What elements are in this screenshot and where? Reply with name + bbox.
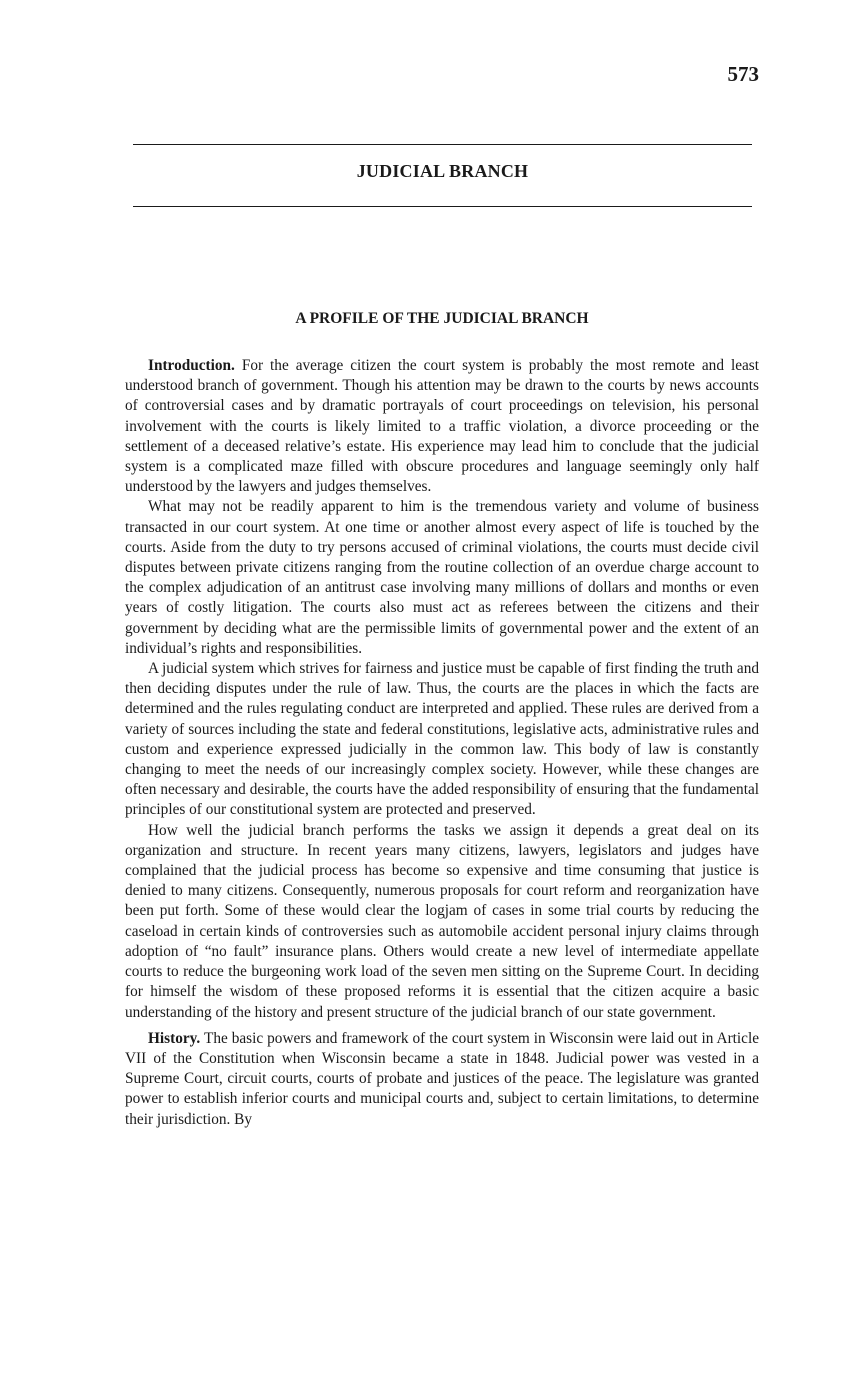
section-title: JUDICIAL BRANCH bbox=[356, 161, 529, 181]
paragraph-business bbox=[125, 497, 759, 659]
paragraph-introduction bbox=[125, 356, 759, 497]
article-body bbox=[125, 356, 759, 1130]
bottom-rule bbox=[133, 206, 752, 207]
top-rule bbox=[133, 144, 752, 145]
paragraph-history bbox=[125, 1029, 759, 1130]
page-number: 573 bbox=[727, 62, 759, 86]
paragraph-lead: History. bbox=[148, 1029, 201, 1047]
paragraph-text: How well the judicial branch performs the tasks we assign it depends a great deal on its organization and structure. In recent years many citizens, lawyers, legislators and judges have complained that the judicial process has become so expensive and time consuming that justice is denied to many citizens. Consequently, numerous proposals for court reform and reorganization have been put forth. Some of these would clear the logjam of cases in some trial courts by reducing the caseload in certain kinds of controversies such as automobile accident personal injury claims through adoption of “no fault” insurance plans. Others would create a new level of intermediate appellate courts to reduce the burgeoning work load of the seven men sitting on the Supreme Court. In deciding for himself the wisdom of these proposed reforms it is essential that the citizen acquire a basic understanding of the history and present structure of the judicial branch of our state government. bbox=[125, 821, 759, 1021]
paragraph-text: For the average citizen the court system is probably the most remote and least understood branch of government. Though his attention may be drawn to the courts by news accounts of controversial cases and by dramatic portrayals of court proceedings on television, his personal involvement with the courts is likely limited to a traffic violation, a divorce proceeding or the settlement of a deceased relative’s estate. His experience may lead him to conclude that the judicial system is a complicated maze filled with obscure procedures and language seemingly only half understood by the lawyers and judges themselves. bbox=[125, 357, 759, 496]
paragraph-text: A judicial system which strives for fairness and justice must be capable of first finding the truth and then deciding disputes under the rule of law. Thus, the courts are the places in which the facts are determined and the rules regulating conduct are interpreted and applied. These rules are derived from a variety of sources including the state and federal constitutions, legislative acts, administrative rules and custom and experience expressed judicially in the common law. This body of law is constantly changing to meet the needs of our increasingly complex society. However, while these changes are often necessary and desirable, the courts have the added responsibility of ensuring that the fundamental principles of our constitutional system are protected and preserved. bbox=[125, 660, 759, 819]
paragraph-organization bbox=[125, 821, 759, 1023]
paragraph-fairness bbox=[125, 659, 759, 821]
paragraph-text: The basic powers and framework of the court system in Wisconsin were laid out in Article VII of the Constitution when Wisconsin became a state in 1848. Judicial power was vested in a Supreme Court, circuit courts, courts of probate and justices of the peace. The legislature was granted power to establish inferior courts and municipal courts and, subject to certain limitations, to determine their jurisdiction. By bbox=[125, 1029, 759, 1128]
paragraph-text: What may not be readily apparent to him is the tremendous variety and volume of business transacted in our court system. At one time or another almost every aspect of life is touched by the courts. Aside from the duty to try persons accused of criminal violations, the courts must decide civil disputes between private citizens ranging from the routine collection of an overdue charge account to the complex adjudication of an antitrust case involving many millions of dollars and months or even years of costly litigation. The courts also must act as referees between the citizens and their government by deciding what are the permissible limits of governmental power and the extent of an individual’s rights and responsibilities. bbox=[125, 498, 759, 657]
article-title: A PROFILE OF THE JUDICIAL BRANCH bbox=[295, 310, 589, 327]
paragraph-lead: Introduction. bbox=[148, 357, 235, 374]
